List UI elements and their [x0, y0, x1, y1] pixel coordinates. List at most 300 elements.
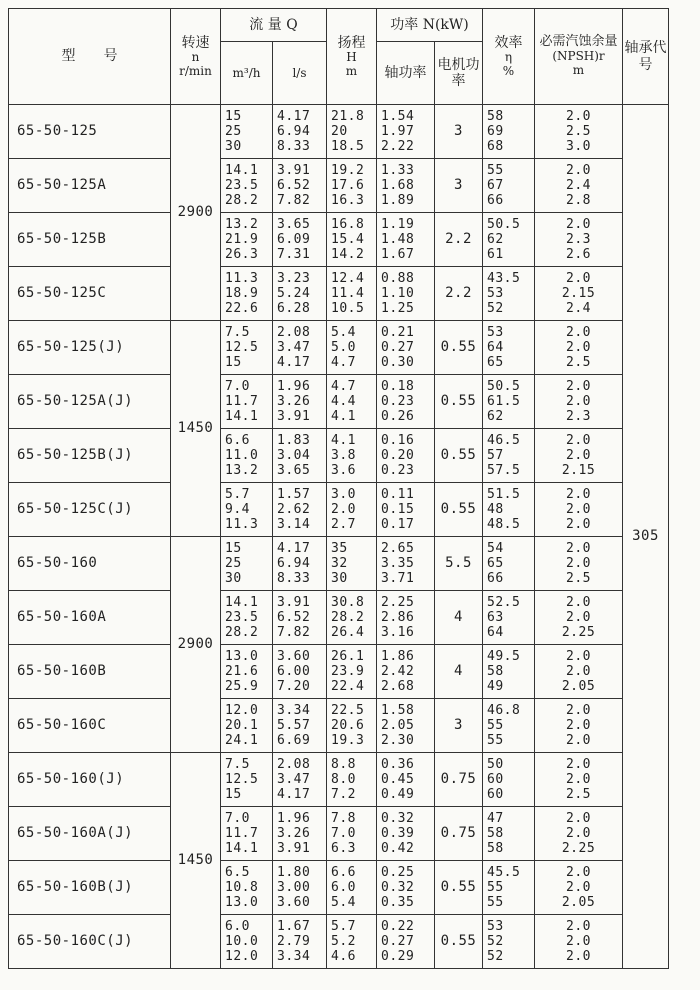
flow-m3h-value: 6.5: [225, 865, 250, 880]
efficiency-value: 53: [487, 919, 504, 934]
model-name: 65-50-160A(J): [9, 807, 171, 861]
head: [327, 429, 377, 483]
npsh: [535, 915, 623, 969]
npsh-value: 2.0: [566, 217, 591, 232]
flow-ls-value: 6.69: [277, 733, 311, 748]
npsh-value: 2.0: [566, 610, 591, 625]
shaft-power-value: 0.23: [381, 463, 415, 478]
npsh-value: 2.4: [566, 301, 591, 316]
npsh-value: 2.0: [566, 556, 591, 571]
flow-ls-value: 5.57: [277, 718, 311, 733]
npsh-value: 2.0: [566, 340, 591, 355]
efficiency: [483, 645, 535, 699]
flow-ls-value: 3.65: [277, 463, 311, 478]
flow-m3h-value: 25.9: [225, 679, 259, 694]
head-value: 19.2: [331, 163, 365, 178]
motor-power: 0.55: [435, 915, 483, 969]
npsh-value: 2.5: [566, 571, 591, 586]
npsh-value: 2.05: [561, 895, 596, 910]
flow-ls-value: 6.52: [277, 178, 311, 193]
flow-m3h-value: 13.0: [225, 649, 259, 664]
shaft-power-value: 0.35: [381, 895, 415, 910]
flow-ls-value: 8.33: [277, 139, 311, 154]
npsh: [535, 159, 623, 213]
shaft-power-value: 1.48: [381, 232, 415, 247]
npsh: [535, 699, 623, 753]
head-value: 19.3: [331, 733, 365, 748]
table-row: [9, 645, 669, 699]
flow-m3h-value: 13.0: [225, 895, 259, 910]
table-row: [9, 375, 669, 429]
flow-m3h-value: 12.5: [225, 772, 259, 787]
efficiency-value: 64: [487, 340, 504, 355]
efficiency-value: 49.5: [487, 649, 521, 664]
flow-m3h-value: 25: [225, 124, 242, 139]
model-name: 65-50-125A(J): [9, 375, 171, 429]
shaft-power-value: 0.29: [381, 949, 415, 964]
table-row: [9, 807, 669, 861]
efficiency-value: 50: [487, 757, 504, 772]
flow-ls-value: 1.57: [277, 487, 311, 502]
efficiency-value: 54: [487, 541, 504, 556]
head-value: 3.0: [331, 487, 356, 502]
shaft-power-value: 1.58: [381, 703, 415, 718]
npsh: [535, 645, 623, 699]
flow-ls-value: 5.24: [277, 286, 311, 301]
npsh-value: 2.0: [566, 811, 591, 826]
npsh-value: 2.0: [566, 379, 591, 394]
model-name: 65-50-160B: [9, 645, 171, 699]
head-value: 2.7: [331, 517, 356, 532]
head-value: 30: [331, 571, 348, 586]
table-row: [9, 537, 669, 591]
head: [327, 105, 377, 159]
npsh-value: 2.4: [566, 178, 591, 193]
npsh-value: 2.6: [566, 247, 591, 262]
table-row: [9, 105, 669, 159]
flow-m3h-value: 7.5: [225, 757, 250, 772]
efficiency-value: 47: [487, 811, 504, 826]
npsh: [535, 537, 623, 591]
flow-m3h-value: 11.3: [225, 271, 259, 286]
motor-power: 4: [435, 591, 483, 645]
shaft-power-value: 0.15: [381, 502, 415, 517]
flow-ls-value: 1.96: [277, 379, 311, 394]
header-shaft-power: 轴功率: [377, 42, 435, 105]
table-row: [9, 267, 669, 321]
flow-m3h-value: 13.2: [225, 463, 259, 478]
flow-m3h-value: 5.7: [225, 487, 250, 502]
flow-ls: [273, 645, 327, 699]
motor-power: 0.55: [435, 321, 483, 375]
shaft-power-value: 1.33: [381, 163, 415, 178]
efficiency: [483, 159, 535, 213]
shaft-power-value: 3.71: [381, 571, 415, 586]
flow-ls-value: 1.67: [277, 919, 311, 934]
flow-ls-value: 6.94: [277, 556, 311, 571]
flow-ls-value: 2.08: [277, 757, 311, 772]
npsh-value: 2.0: [566, 664, 591, 679]
head-value: 6.6: [331, 865, 356, 880]
flow-m3h-value: 7.0: [225, 379, 250, 394]
npsh-value: 2.0: [566, 934, 591, 949]
flow-m3h-value: 28.2: [225, 625, 259, 640]
flow-m3h: [221, 483, 273, 537]
npsh-value: 2.0: [566, 163, 591, 178]
shaft-power: [377, 645, 435, 699]
model-name: 65-50-125B(J): [9, 429, 171, 483]
motor-power: 0.75: [435, 753, 483, 807]
flow-ls: [273, 105, 327, 159]
table-row: [9, 429, 669, 483]
npsh: [535, 753, 623, 807]
flow-ls: [273, 267, 327, 321]
shaft-power: [377, 213, 435, 267]
flow-ls-value: 6.28: [277, 301, 311, 316]
shaft-power-value: 1.86: [381, 649, 415, 664]
flow-ls: [273, 537, 327, 591]
head-value: 14.2: [331, 247, 365, 262]
flow-ls-value: 1.80: [277, 865, 311, 880]
efficiency: [483, 753, 535, 807]
flow-m3h: [221, 321, 273, 375]
shaft-power: [377, 375, 435, 429]
table-row: [9, 213, 669, 267]
npsh-value: 2.0: [566, 325, 591, 340]
npsh-value: 2.15: [561, 286, 596, 301]
flow-m3h-value: 12.0: [225, 949, 259, 964]
flow-ls-value: 3.34: [277, 949, 311, 964]
flow-ls-value: 3.47: [277, 772, 311, 787]
efficiency-value: 53: [487, 286, 504, 301]
flow-m3h-value: 9.4: [225, 502, 250, 517]
flow-ls-value: 7.20: [277, 679, 311, 694]
head-value: 6.3: [331, 841, 356, 856]
flow-m3h-value: 15: [225, 109, 242, 124]
flow-m3h-value: 14.1: [225, 409, 259, 424]
npsh-value: 2.5: [566, 787, 591, 802]
table-row: [9, 753, 669, 807]
motor-power: 2.2: [435, 267, 483, 321]
flow-ls: [273, 591, 327, 645]
motor-power: 0.55: [435, 483, 483, 537]
motor-power: 0.55: [435, 861, 483, 915]
flow-ls: [273, 375, 327, 429]
flow-m3h: [221, 105, 273, 159]
flow-ls-value: 3.34: [277, 703, 311, 718]
flow-m3h: [221, 645, 273, 699]
flow-m3h-value: 23.5: [225, 610, 259, 625]
npsh-value: 2.05: [561, 679, 596, 694]
npsh-value: 2.0: [566, 448, 591, 463]
header-flow-ls: l/s: [273, 42, 327, 105]
flow-ls-value: 3.91: [277, 595, 311, 610]
table-row: [9, 321, 669, 375]
head: [327, 699, 377, 753]
shaft-power-value: 2.30: [381, 733, 415, 748]
efficiency-value: 65: [487, 556, 504, 571]
head: [327, 645, 377, 699]
model-name: 65-50-125B: [9, 213, 171, 267]
model-name: 65-50-160A: [9, 591, 171, 645]
header-speed: 转速 n r/min: [171, 9, 221, 105]
efficiency: [483, 105, 535, 159]
efficiency-value: 60: [487, 787, 504, 802]
head-value: 5.0: [331, 340, 356, 355]
shaft-power-value: 2.65: [381, 541, 415, 556]
npsh: [535, 591, 623, 645]
flow-m3h: [221, 591, 273, 645]
head: [327, 159, 377, 213]
motor-power: 0.75: [435, 807, 483, 861]
head-value: 5.2: [331, 934, 356, 949]
flow-m3h-value: 6.6: [225, 433, 250, 448]
flow-ls-value: 3.26: [277, 826, 311, 841]
flow-m3h-value: 28.2: [225, 193, 259, 208]
flow-m3h-value: 23.5: [225, 178, 259, 193]
flow-ls-value: 3.23: [277, 271, 311, 286]
motor-power: 5.5: [435, 537, 483, 591]
npsh-value: 2.0: [566, 733, 591, 748]
shaft-power-value: 1.54: [381, 109, 415, 124]
efficiency-value: 49: [487, 679, 504, 694]
shaft-power-value: 3.35: [381, 556, 415, 571]
model-name: 65-50-160B(J): [9, 861, 171, 915]
header-flow: 流 量 Q: [221, 9, 327, 42]
flow-m3h-value: 11.7: [225, 394, 259, 409]
efficiency-value: 66: [487, 193, 504, 208]
flow-ls: [273, 159, 327, 213]
header-motor-power: 电机功率: [435, 42, 483, 105]
head: [327, 375, 377, 429]
efficiency-value: 52: [487, 934, 504, 949]
npsh: [535, 807, 623, 861]
model-name: 65-50-160: [9, 537, 171, 591]
flow-m3h-value: 15: [225, 541, 242, 556]
motor-power: 3: [435, 159, 483, 213]
flow-m3h-value: 10.8: [225, 880, 259, 895]
head-value: 21.8: [331, 109, 365, 124]
flow-ls-value: 3.26: [277, 394, 311, 409]
efficiency-value: 53: [487, 325, 504, 340]
npsh-value: 2.0: [566, 502, 591, 517]
motor-power: 3: [435, 699, 483, 753]
npsh-value: 2.0: [566, 487, 591, 502]
shaft-power-value: 0.16: [381, 433, 415, 448]
flow-ls: [273, 699, 327, 753]
efficiency-value: 55: [487, 718, 504, 733]
npsh-value: 2.0: [566, 541, 591, 556]
shaft-power-value: 0.17: [381, 517, 415, 532]
model-name: 65-50-125C(J): [9, 483, 171, 537]
head-value: 30.8: [331, 595, 365, 610]
flow-m3h-value: 13.2: [225, 217, 259, 232]
head-value: 12.4: [331, 271, 365, 286]
header-bearing: 轴承代号: [623, 9, 669, 105]
motor-power: 0.55: [435, 375, 483, 429]
shaft-power-value: 0.39: [381, 826, 415, 841]
flow-m3h: [221, 213, 273, 267]
head: [327, 753, 377, 807]
npsh-value: 2.0: [566, 271, 591, 286]
efficiency-value: 46.5: [487, 433, 521, 448]
head-value: 32: [331, 556, 348, 571]
efficiency-value: 48.5: [487, 517, 521, 532]
shaft-power-value: 0.88: [381, 271, 415, 286]
speed-cell: 2900: [171, 537, 221, 753]
head: [327, 213, 377, 267]
head-value: 16.8: [331, 217, 365, 232]
npsh-value: 2.0: [566, 394, 591, 409]
shaft-power: [377, 429, 435, 483]
head-value: 7.0: [331, 826, 356, 841]
flow-ls-value: 3.91: [277, 409, 311, 424]
model-name: 65-50-125: [9, 105, 171, 159]
efficiency-value: 64: [487, 625, 504, 640]
efficiency-value: 65: [487, 355, 504, 370]
head: [327, 807, 377, 861]
table-row: [9, 861, 669, 915]
head-value: 8.0: [331, 772, 356, 787]
efficiency-value: 57: [487, 448, 504, 463]
shaft-power: [377, 105, 435, 159]
flow-ls-value: 3.60: [277, 895, 311, 910]
efficiency-value: 52.5: [487, 595, 521, 610]
head-value: 3.8: [331, 448, 356, 463]
head-value: 11.4: [331, 286, 365, 301]
shaft-power-value: 0.22: [381, 919, 415, 934]
npsh-value: 2.25: [561, 625, 596, 640]
efficiency: [483, 591, 535, 645]
shaft-power-value: 1.67: [381, 247, 415, 262]
flow-ls-value: 7.31: [277, 247, 311, 262]
shaft-power-value: 2.42: [381, 664, 415, 679]
npsh-value: 2.0: [566, 649, 591, 664]
shaft-power: [377, 861, 435, 915]
efficiency-value: 52: [487, 949, 504, 964]
flow-m3h: [221, 915, 273, 969]
npsh-value: 2.0: [566, 826, 591, 841]
shaft-power-value: 1.25: [381, 301, 415, 316]
head-value: 23.9: [331, 664, 365, 679]
flow-ls: [273, 861, 327, 915]
efficiency: [483, 267, 535, 321]
npsh: [535, 321, 623, 375]
flow-m3h: [221, 537, 273, 591]
npsh-value: 2.3: [566, 409, 591, 424]
flow-ls-value: 3.47: [277, 340, 311, 355]
model-name: 65-50-160C: [9, 699, 171, 753]
flow-ls-value: 4.17: [277, 109, 311, 124]
flow-ls-value: 6.94: [277, 124, 311, 139]
shaft-power-value: 0.11: [381, 487, 415, 502]
npsh-value: 2.0: [566, 595, 591, 610]
pump-performance-table: [8, 8, 669, 969]
head-value: 8.8: [331, 757, 356, 772]
shaft-power: [377, 159, 435, 213]
flow-m3h: [221, 267, 273, 321]
shaft-power-value: 0.32: [381, 880, 415, 895]
table-row: [9, 591, 669, 645]
flow-ls: [273, 429, 327, 483]
flow-ls-value: 3.65: [277, 217, 311, 232]
flow-ls: [273, 483, 327, 537]
header-npsh: 必需汽蚀余量 (NPSH)r m: [535, 9, 623, 105]
flow-m3h: [221, 429, 273, 483]
flow-ls-value: 1.96: [277, 811, 311, 826]
efficiency: [483, 915, 535, 969]
efficiency-value: 55: [487, 163, 504, 178]
shaft-power: [377, 483, 435, 537]
header-flow-m3h: m³/h: [221, 42, 273, 105]
npsh: [535, 267, 623, 321]
flow-ls-value: 6.52: [277, 610, 311, 625]
efficiency-value: 43.5: [487, 271, 521, 286]
flow-ls-value: 3.00: [277, 880, 311, 895]
head-value: 20.6: [331, 718, 365, 733]
efficiency-value: 57.5: [487, 463, 521, 478]
shaft-power-value: 0.36: [381, 757, 415, 772]
head-value: 4.4: [331, 394, 356, 409]
shaft-power-value: 2.22: [381, 139, 415, 154]
npsh-value: 2.0: [566, 718, 591, 733]
table-row: [9, 483, 669, 537]
motor-power: 2.2: [435, 213, 483, 267]
flow-m3h: [221, 807, 273, 861]
head-value: 22.4: [331, 679, 365, 694]
npsh-value: 2.5: [566, 124, 591, 139]
efficiency: [483, 807, 535, 861]
npsh: [535, 375, 623, 429]
head-value: 5.7: [331, 919, 356, 934]
flow-ls-value: 8.33: [277, 571, 311, 586]
head-value: 18.5: [331, 139, 365, 154]
flow-ls-value: 3.04: [277, 448, 311, 463]
head-value: 3.6: [331, 463, 356, 478]
flow-m3h-value: 7.5: [225, 325, 250, 340]
flow-m3h: [221, 861, 273, 915]
shaft-power-value: 0.45: [381, 772, 415, 787]
flow-m3h-value: 15: [225, 787, 242, 802]
flow-m3h-value: 30: [225, 139, 242, 154]
npsh-value: 2.0: [566, 517, 591, 532]
head: [327, 321, 377, 375]
flow-ls-value: 1.83: [277, 433, 311, 448]
motor-power: 4: [435, 645, 483, 699]
shaft-power-value: 0.26: [381, 409, 415, 424]
head-value: 5.4: [331, 325, 356, 340]
flow-m3h-value: 11.7: [225, 826, 259, 841]
flow-m3h-value: 6.0: [225, 919, 250, 934]
flow-ls-value: 6.09: [277, 232, 311, 247]
model-name: 65-50-160(J): [9, 753, 171, 807]
shaft-power-value: 2.05: [381, 718, 415, 733]
head-value: 20: [331, 124, 348, 139]
efficiency-value: 51.5: [487, 487, 521, 502]
flow-ls-value: 6.00: [277, 664, 311, 679]
shaft-power-value: 0.21: [381, 325, 415, 340]
flow-m3h-value: 15: [225, 355, 242, 370]
flow-m3h-value: 14.1: [225, 163, 259, 178]
bearing-code: 305: [623, 105, 669, 969]
npsh-value: 2.0: [566, 109, 591, 124]
efficiency: [483, 699, 535, 753]
model-name: 65-50-125A: [9, 159, 171, 213]
npsh-value: 2.0: [566, 919, 591, 934]
head-value: 4.7: [331, 355, 356, 370]
shaft-power: [377, 753, 435, 807]
head: [327, 537, 377, 591]
